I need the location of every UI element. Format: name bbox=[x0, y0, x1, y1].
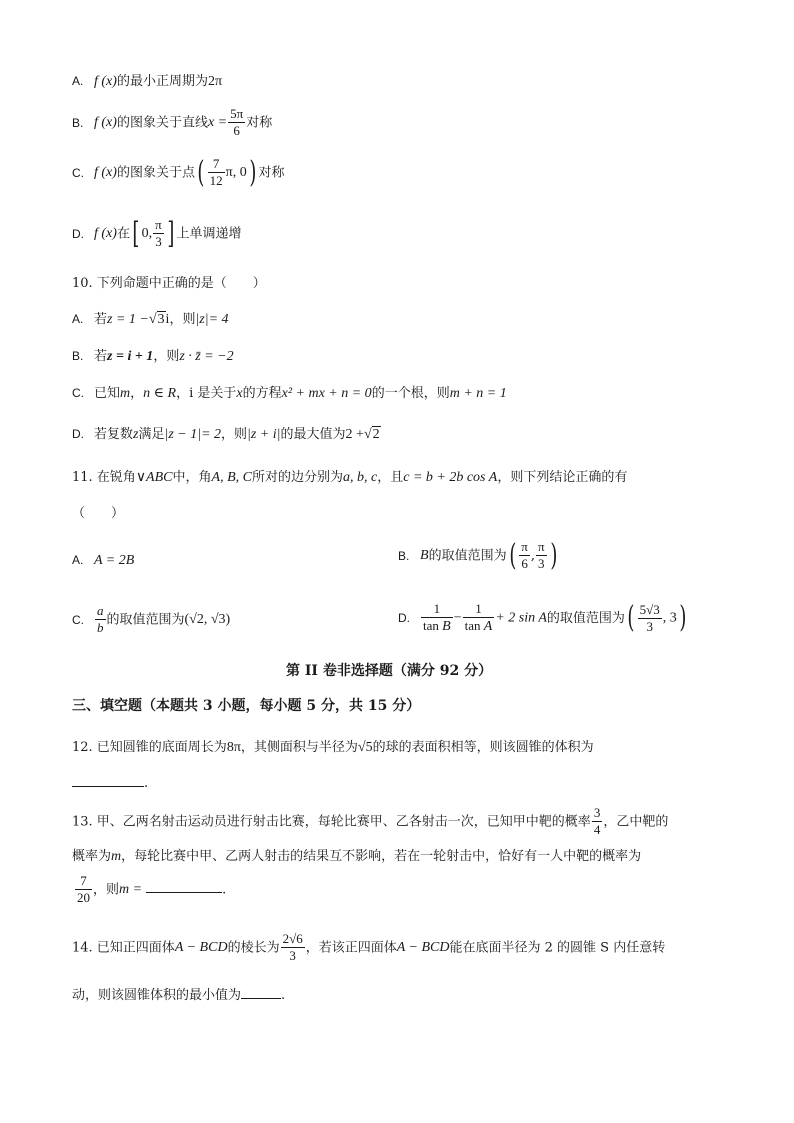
q11-stem: 11. 在锐角∨ABC中，角A, B, C所对的边分别为a, b, c，且c = b + 2b cos A，则下列结论正确的有 bbox=[72, 470, 628, 485]
q12-text: 12. 已知圆锥的底面周长为8π，其侧面积与半径为√5的球的表面积相等，则该圆锥的体积为 bbox=[72, 740, 594, 755]
q9-option-d: D. f (x)在[ 0, $\frac{\pi}{3}$ ] 上单调递增 bbox=[72, 215, 242, 251]
q10-stem: 10. 下列命题中正确的是（ ） bbox=[72, 276, 266, 291]
q12-answer-blank: . bbox=[72, 776, 148, 790]
fraction-pi-over-3: $\frac{\pi}{3}$ bbox=[155, 217, 162, 250]
q14-line1: 14. 已知正四面体A − BCD的棱长为 $\frac{2√6}{3}$ ，若该正四面体A − BCD能在底面半径为 2 的圆锥 S 内任意转 bbox=[72, 931, 666, 964]
fraction-5pi-over-6: $\frac{5\pi}{6}$ bbox=[230, 106, 244, 139]
q9-option-c: C. f (x)的图象关于点( $\frac{7}{12}$ π, 0) 对称 bbox=[72, 154, 285, 190]
q9-option-b: B. f (x)的图象关于直线x = $\frac{5\pi}{6}$ 对称 bbox=[72, 106, 273, 139]
q10-option-b: B. 若z = i + 1，则z · z̄ = −2 bbox=[72, 349, 234, 364]
q11-option-d: D. $\frac{1}{\text{tan B}}$ − $\frac{1}{\text{tan A}}$ + 2 sin A的取值范围为( $\frac{5√3}{3}$ , 3) bbox=[398, 600, 687, 636]
q13-line2: 概率为m，每轮比赛中甲、乙两人射击的结果互不影响，若在一轮射击中，恰好有一人中靶的概率为 bbox=[72, 849, 642, 864]
q10-option-c: C. 已知m，n ∈ R，i 是关于x的方程x² + mx + n = 0的一个根，则m + n = 1 bbox=[72, 386, 507, 401]
q14-line2: 动，则该圆锥体积的最小值为 . bbox=[72, 988, 286, 1003]
q9-option-a: A. f (x)的最小正周期为2π bbox=[72, 74, 223, 89]
fraction-7-over-12: $\frac{7}{12}$ bbox=[209, 156, 223, 189]
part-2-title: 第 II 卷非选择题（满分 92 分） bbox=[286, 663, 493, 679]
q13-line3: $\frac{7}{20}$ ，则m = . bbox=[77, 873, 227, 906]
q10-option-a: A. 若z = 1 −√3i，则|z|= 4 bbox=[72, 312, 229, 327]
q11-option-b: B. B的取值范围为( $\frac{\pi}{6}$ , $\frac{\pi}{3}$ ) bbox=[398, 537, 557, 573]
q11-answer-paren: （ ） bbox=[72, 506, 125, 521]
q10-option-d: D. 若复数z满足|z − 1|= 2，则|z + i|的最大值为2 +√2 bbox=[72, 427, 380, 442]
q11-option-a: A. A = 2B bbox=[72, 553, 135, 568]
q11-option-c: C. $\frac{a}{b}$ 的取值范围为(√2, √3) bbox=[72, 603, 231, 636]
section-3-title: 三、填空题（本题共 3 小题，每小题 5 分，共 15 分） bbox=[72, 698, 421, 714]
q13-line1: 13. 甲、乙两名射击运动员进行射击比赛，每轮比赛甲、乙各射击一次，已知甲中靶的概率 $\frac{3}{4}$ ，乙中靶的 bbox=[72, 805, 669, 838]
